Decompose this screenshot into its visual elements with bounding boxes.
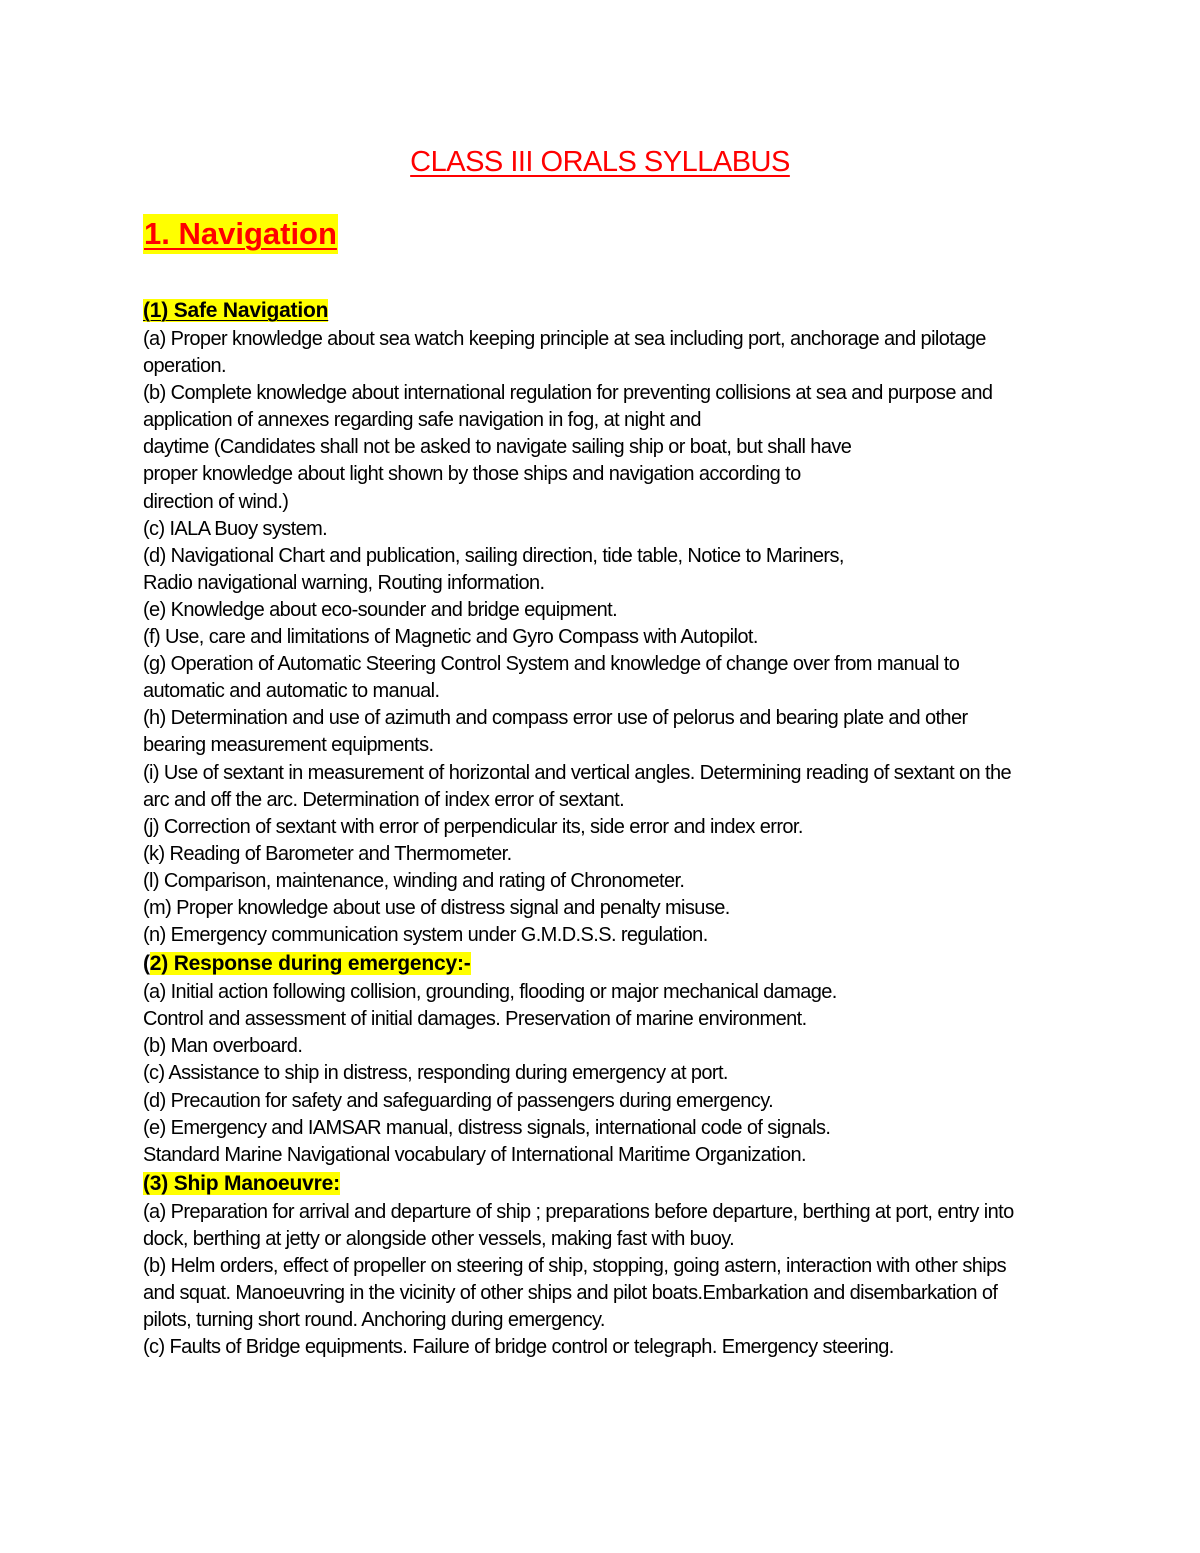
list-item: application of annexes regarding safe navigation in fog, at night and <box>143 409 701 432</box>
list-item: daytime (Candidates shall not be asked to navigate sailing ship or boat, but shall have <box>143 436 852 459</box>
list-item: (d) Precaution for safety and safeguarding of passengers during emergency. <box>143 1089 774 1112</box>
subsection-heading-text: (1) Safe Navigation <box>143 299 329 322</box>
list-item: (i) Use of sextant in measurement of horizontal and vertical angles. Determining reading of sextant on the <box>143 761 1012 784</box>
section-heading-navigation: 1. Navigation <box>143 214 338 254</box>
list-item: (a) Initial action following collision, grounding, flooding or major mechanical damage. <box>143 981 837 1004</box>
subsection-heading-text: 2) Response during emergency:- <box>149 952 471 976</box>
section-body <box>143 296 1063 1361</box>
list-item: and squat. Manoeuvring in the vicinity of other ships and pilot boats.Embarkation and disembarkation of <box>143 1282 998 1305</box>
list-item: (b) Complete knowledge about international regulation for preventing collisions at sea and purpose and <box>143 382 993 405</box>
subsection-list-safe-navigation <box>143 326 1063 949</box>
list-item: (c) IALA Buoy system. <box>143 517 328 540</box>
list-item: (j) Correction of sextant with error of perpendicular its, side error and index error. <box>143 815 803 838</box>
list-item: bearing measurement equipments. <box>143 734 434 757</box>
list-item: (c) Faults of Bridge equipments. Failure of bridge control or telegraph. Emergency steering. <box>143 1336 894 1359</box>
list-item: (l) Comparison, maintenance, winding and rating of Chronometer. <box>143 869 685 892</box>
list-item: (m) Proper knowledge about use of distress signal and penalty misuse. <box>143 896 730 919</box>
list-item: (f) Use, care and limitations of Magnetic and Gyro Compass with Autopilot. <box>143 626 758 649</box>
list-item: arc and off the arc. Determination of index error of sextant. <box>143 788 625 811</box>
list-item: (h) Determination and use of azimuth and compass error use of pelorus and bearing plate and other <box>143 707 968 730</box>
subsection-heading-ship-manoeuvre <box>143 1169 1063 1199</box>
subsection-list-ship-manoeuvre <box>143 1199 1063 1362</box>
subsection-heading-prefix: ( <box>143 952 150 976</box>
list-item: (e) Emergency and IAMSAR manual, distress signals, international code of signals. <box>143 1116 831 1139</box>
list-item: operation. <box>143 355 226 378</box>
list-item: (e) Knowledge about eco-sounder and bridge equipment. <box>143 598 618 621</box>
list-item: Control and assessment of initial damages. Preservation of marine environment. <box>143 1008 807 1031</box>
list-item: Radio navigational warning, Routing information. <box>143 571 545 594</box>
list-item: dock, berthing at jetty or alongside other vessels, making fast with buoy. <box>143 1227 735 1250</box>
list-item: Standard Marine Navigational vocabulary of International Maritime Organization. <box>143 1143 806 1166</box>
list-item: (a) Preparation for arrival and departure of ship ; preparations before departure, berthing at port, entry into <box>143 1200 1014 1223</box>
subsection-list-response-during-emergency <box>143 979 1063 1169</box>
subsection-heading-safe-navigation <box>143 296 1063 326</box>
list-item: (n) Emergency communication system under G.M.D.S.S. regulation. <box>143 924 708 947</box>
list-item: (k) Reading of Barometer and Thermometer. <box>143 842 512 865</box>
document-title: CLASS III ORALS SYLLABUS <box>410 146 790 178</box>
list-item: direction of wind.) <box>143 490 289 513</box>
subsection-heading-text: (3) Ship Manoeuvre: <box>143 1171 340 1195</box>
subsection-heading-response-during-emergency <box>143 949 1063 979</box>
list-item: proper knowledge about light shown by those ships and navigation according to <box>143 463 801 486</box>
list-item: (a) Proper knowledge about sea watch keeping principle at sea including port, anchorage and pilotage <box>143 328 986 350</box>
list-item: pilots, turning short round. Anchoring during emergency. <box>143 1309 605 1332</box>
list-item: automatic and automatic to manual. <box>143 680 440 703</box>
list-item: (b) Helm orders, effect of propeller on steering of ship, stopping, going astern, interaction with other ships <box>143 1255 1007 1277</box>
list-item: (g) Operation of Automatic Steering Control System and knowledge of change over from manual to <box>143 653 960 676</box>
list-item: (d) Navigational Chart and publication, sailing direction, tide table, Notice to Mariners, <box>143 544 844 567</box>
list-item: (c) Assistance to ship in distress, responding during emergency at port. <box>143 1062 728 1085</box>
list-item: (b) Man overboard. <box>143 1035 303 1058</box>
